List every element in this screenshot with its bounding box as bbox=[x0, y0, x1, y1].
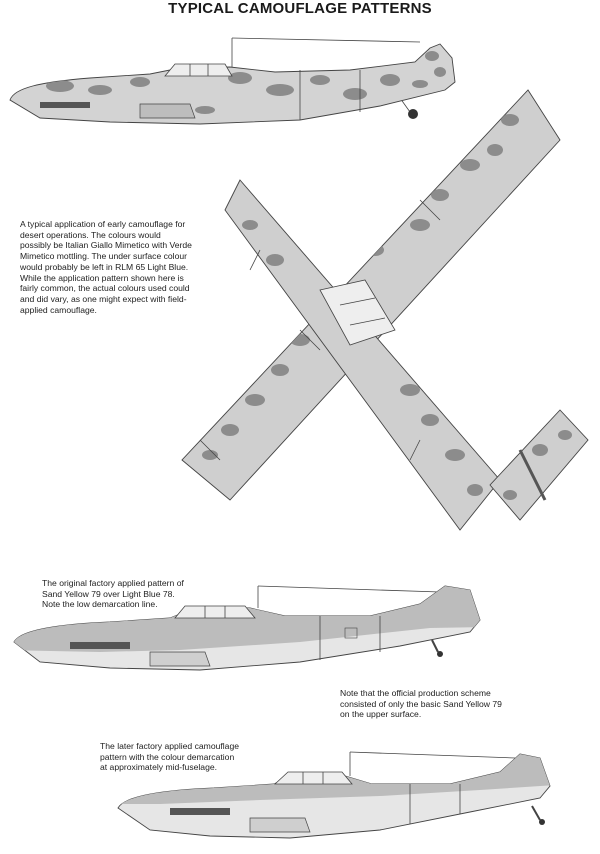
caption-line: Sand Yellow 79 over Light Blue 78. bbox=[42, 588, 175, 599]
caption-line: Note that the official production scheme bbox=[340, 688, 491, 698]
caption-line: Note the low demarcation line. bbox=[42, 599, 158, 610]
caption-line: A typical application of early camouflage for bbox=[20, 219, 186, 229]
page-title: TYPICAL CAMOUFLAGE PATTERNS bbox=[168, 0, 432, 17]
caption-line: consisted of only the basic Sand Yellow 79 bbox=[340, 698, 502, 709]
caption-factory-low bbox=[42, 578, 242, 610]
caption-line: fairly common, the actual colours used could bbox=[20, 283, 190, 294]
caption-line: pattern with the colour demarcation bbox=[100, 751, 235, 762]
caption-line: The original factory applied pattern of bbox=[42, 578, 184, 588]
caption-line: on the upper surface. bbox=[340, 709, 422, 720]
caption-line: possibly be Italian Giallo Mimetico with Verde bbox=[20, 240, 192, 251]
caption-line: desert operations. The colours would bbox=[20, 229, 161, 240]
caption-line: applied camouflage. bbox=[20, 304, 97, 315]
caption-line: at approximately mid-fuselage. bbox=[100, 762, 218, 773]
caption-line: and did vary, as one might expect with field- bbox=[20, 293, 187, 304]
caption-official-scheme bbox=[340, 688, 560, 720]
caption-line: would probably be left in RLM 65 Light Blue. bbox=[20, 261, 189, 272]
caption-line: The later factory applied camouflage bbox=[100, 741, 240, 751]
caption-line: While the application pattern shown here is bbox=[20, 272, 184, 283]
profile-factory-mid bbox=[0, 742, 600, 854]
caption-line: Mimetico mottling. The under surface colour bbox=[20, 251, 188, 262]
